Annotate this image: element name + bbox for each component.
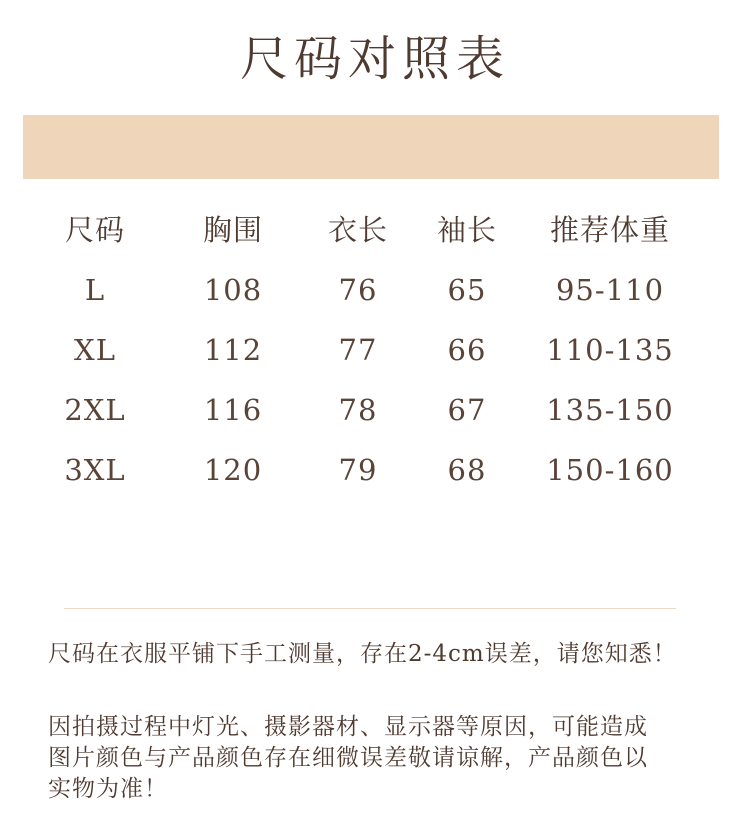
cell-chest: 120 [203, 453, 263, 487]
page-title: 尺码对照表 [239, 31, 510, 87]
cell-length: 79 [338, 453, 378, 487]
disclaimer-line: 图片颜色与产品颜色存在细微误差敬请谅解，产品颜色以 [48, 745, 648, 771]
cell-length: 76 [338, 273, 378, 307]
cell-size: 3XL [64, 453, 126, 487]
measurement-note: 尺码在衣服平铺下手工测量，存在2-4cm误差，请您知悉！ [48, 641, 677, 667]
table-row [0, 380, 750, 440]
cell-sleeve: 68 [447, 453, 487, 487]
divider-line [64, 608, 676, 609]
size-table [0, 200, 750, 500]
header-band [23, 115, 719, 179]
cell-weight: 135-150 [546, 393, 674, 427]
cell-length: 78 [338, 393, 378, 427]
table-row [0, 320, 750, 380]
header-weight: 推荐体重 [549, 213, 670, 247]
cell-chest: 112 [203, 333, 263, 367]
table-row [0, 440, 750, 500]
cell-sleeve: 66 [447, 333, 487, 367]
cell-size: 2XL [64, 393, 126, 427]
header-sleeve: 袖长 [436, 213, 497, 247]
cell-sleeve: 67 [447, 393, 487, 427]
cell-chest: 116 [203, 393, 263, 427]
cell-weight: 110-135 [546, 333, 674, 367]
cell-weight: 95-110 [555, 273, 665, 307]
cell-weight: 150-160 [546, 453, 674, 487]
cell-sleeve: 65 [447, 273, 487, 307]
table-row [0, 260, 750, 320]
cell-size: L [84, 273, 106, 307]
color-disclaimer [48, 712, 728, 805]
table-header-row [0, 200, 750, 260]
header-chest: 胸围 [202, 213, 263, 247]
cell-length: 77 [338, 333, 378, 367]
disclaimer-line: 因拍摄过程中灯光、摄影器材、显示器等原因，可能造成 [48, 714, 648, 740]
header-size: 尺码 [64, 213, 125, 247]
header-length: 衣长 [327, 213, 388, 247]
cell-chest: 108 [203, 273, 263, 307]
disclaimer-line: 实物为准！ [48, 776, 168, 802]
cell-size: XL [74, 333, 116, 367]
